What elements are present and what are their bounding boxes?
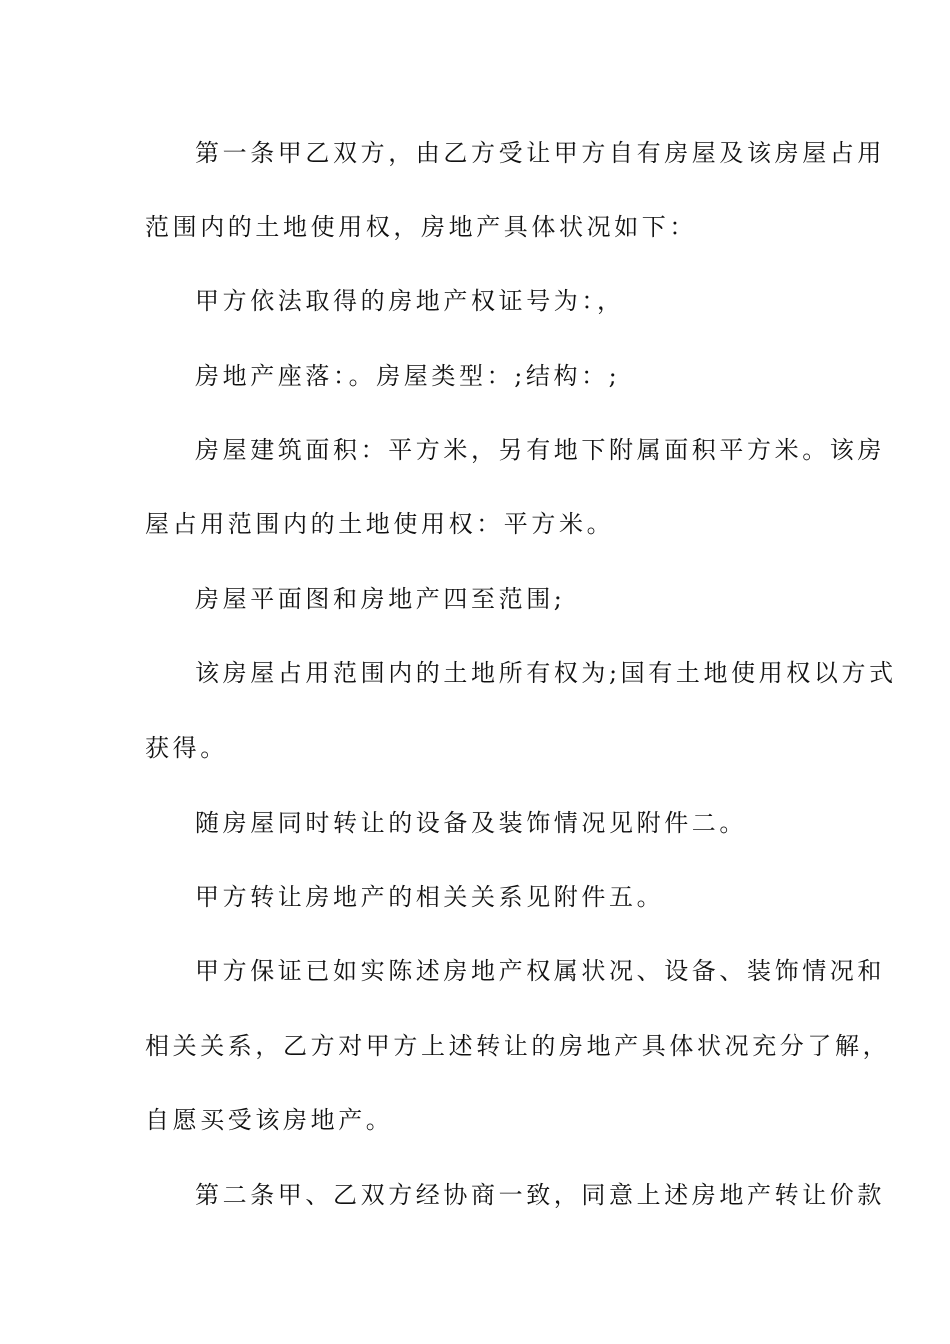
equipment-decoration-line: 随房屋同时转让的设备及装饰情况见附件二。 [195,809,747,837]
certificate-number-line: 甲方依法取得的房地产权证号为：， [195,287,625,315]
article-two-line-1: 第二条甲、乙双方经协商一致，同意上述房地产转让价款 [195,1181,885,1209]
building-area-line-1: 房屋建筑面积：平方米，另有地下附属面积平方米。该房 [195,436,885,464]
article-one-line-2: 范围内的土地使用权，房地产具体状况如下： [145,213,697,241]
warranty-line-1: 甲方保证已如实陈述房地产权属状况、设备、装饰情况和 [195,957,885,985]
land-ownership-line-2: 获得。 [145,734,228,762]
warranty-line-3: 自愿买受该房地产。 [145,1106,394,1134]
building-area-line-2: 屋占用范围内的土地使用权：平方米。 [145,510,615,538]
article-one-line-1: 第一条甲乙双方，由乙方受让甲方自有房屋及该房屋占用 [195,139,885,167]
warranty-line-2: 相关关系，乙方对甲方上述转让的房地产具体状况充分了解， [145,1032,891,1060]
location-type-structure-line: 房地产座落：。房屋类型：;结构：; [195,362,621,390]
land-ownership-line-1: 该房屋占用范围内的土地所有权为;国有土地使用权以方式 [195,659,897,687]
related-relations-line: 甲方转让房地产的相关关系见附件五。 [195,883,665,911]
floor-plan-line: 房屋平面图和房地产四至范围; [195,585,566,613]
